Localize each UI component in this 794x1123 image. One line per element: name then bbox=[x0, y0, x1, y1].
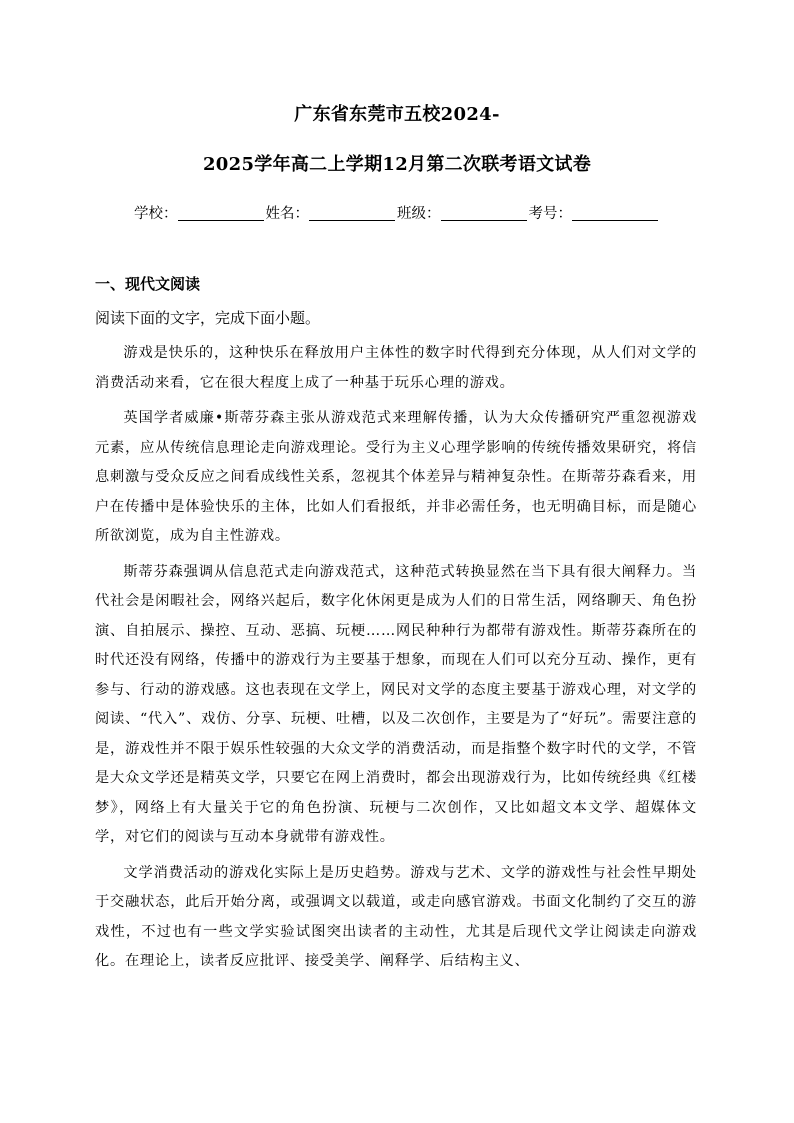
passage-paragraph: 英国学者威廉•斯蒂芬森主张从游戏范式来理解传播，认为大众传播研究严重忽视游戏元素，应从传统信息理论走向游戏理论。受行为主义心理学影响的传统传播效果研究，将信息刺激与受众反应之间看成线性关系，忽视其个体差异与精神复杂性。在斯蒂芬森看来，用户在传播中是体验快乐的主体，比如人们看报纸，并非必需任务，也无明确目标，而是随心所欲浏览，成为自主性游戏。 bbox=[95, 410, 697, 544]
passage-paragraph: 文学消费活动的游戏化实际上是历史趋势。游戏与艺术、文学的游戏性与社会性早期处于交融状态，此后开始分离，或强调文以载道，或走向感官游戏。书面文化制约了交互的游戏性，不过也有一些文学实验试图突出读者的主动性，尤其是后现代文学让阅读走向游戏化。在理论上，读者反应批评、接受美学、阐释学、后结构主义、 bbox=[95, 864, 697, 969]
school-label: 学校： bbox=[134, 206, 178, 222]
exam-number-label: 考号： bbox=[528, 206, 572, 222]
passage-paragraph: 游戏是快乐的，这种快乐在释放用户主体性的数字时代得到充分体现，从人们对文学的消费活动来看，它在很大程度上成了一种基于玩乐心理的游戏。 bbox=[95, 345, 697, 391]
class-label: 班级： bbox=[397, 206, 441, 222]
exam-title-line-2: 2025学年高二上学期12月第二次联考语文试卷 bbox=[202, 154, 592, 175]
exam-number-field bbox=[529, 202, 661, 226]
class-field bbox=[397, 202, 529, 226]
exam-title-line-1: 广东省东莞市五校2024- bbox=[294, 104, 500, 125]
class-blank bbox=[441, 219, 527, 221]
passage-paragraph: 斯蒂芬森强调从信息范式走向游戏范式，这种范式转换显然在当下具有很大阐释力。当代社会是闲暇社会，网络兴起后，数字化休闲更是成为人们的日常生活，网络聊天、角色扮演、自拍展示、操控、互动、恶搞、玩梗……网民种种行为都带有游戏性。斯蒂芬森所在的时代还没有网络，传播中的游戏行为主要基于想象，而现在人们可以充分互动、操作，更有参与、行动的游戏感。这也表现在文学上，网民对文学的态度主要基于游戏心理，对文学的阅读、“代入”、戏仿、分享、玩梗、吐槽，以及二次创作，主要是为了“好玩”。需要注意的是，游戏性并不限于娱乐性较强的大众文学的消费活动，而是指整个数字时代的文学，不管是大众文学还是精英文学，只要它在网上消费时，都会出现游戏行为，比如传统经典《红楼梦》，网络上有大量关于它的角色扮演、玩梗与二次创作，又比如超文本文学、超媒体文学，对它们的阅读与互动本身就带有游戏性。 bbox=[95, 563, 697, 845]
student-info-row bbox=[0, 202, 794, 226]
school-field bbox=[134, 202, 266, 226]
name-field bbox=[266, 202, 398, 226]
reading-passage bbox=[95, 339, 697, 983]
exam-number-blank bbox=[572, 219, 658, 221]
section-heading: 一、现代文阅读 bbox=[95, 275, 201, 293]
name-label: 姓名： bbox=[265, 206, 309, 222]
school-blank bbox=[178, 219, 264, 221]
name-blank bbox=[309, 219, 395, 221]
reading-instruction: 阅读下面的文字，完成下面小题。 bbox=[95, 309, 321, 327]
